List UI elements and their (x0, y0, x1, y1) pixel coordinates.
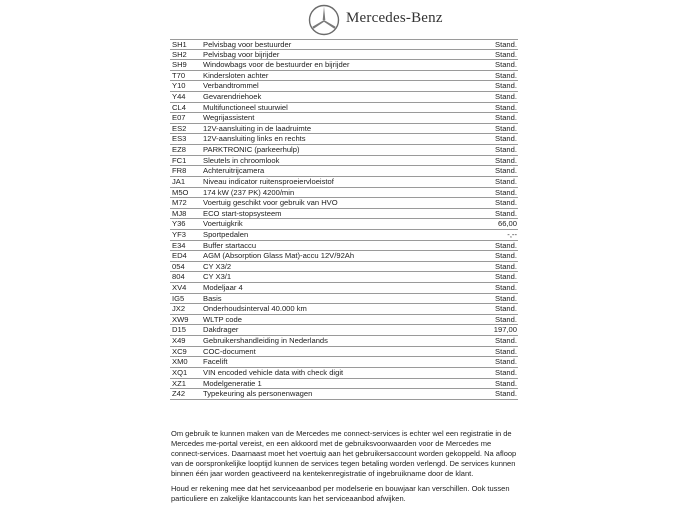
option-code: CL4 (172, 102, 186, 112)
option-code: Y10 (172, 81, 186, 91)
option-price: Stand. (495, 261, 517, 271)
options-table (170, 39, 518, 400)
table-row (170, 219, 518, 230)
table-row (170, 325, 518, 336)
option-price: Stand. (495, 49, 517, 59)
table-row (170, 209, 518, 220)
table-row (170, 60, 518, 71)
table-row (170, 272, 518, 283)
table-row (170, 315, 518, 326)
option-description: AGM (Absorption Glass Mat)-accu 12V/92Ah (203, 251, 355, 261)
option-code: XW9 (172, 314, 189, 324)
option-code: X49 (172, 336, 186, 346)
option-code: SH1 (172, 40, 187, 49)
option-description: Windowbags voor de bestuurder en bijrijder (203, 60, 350, 70)
option-price: Stand. (495, 346, 517, 356)
option-description: 174 kW (237 PK) 4200/min (203, 187, 295, 197)
table-row (170, 198, 518, 209)
option-code: E34 (172, 240, 186, 250)
option-code: YF3 (172, 229, 186, 239)
option-code: Y44 (172, 92, 186, 102)
option-price: Stand. (495, 389, 517, 399)
option-price: Stand. (495, 145, 517, 155)
option-price: Stand. (495, 166, 517, 176)
option-code: SH2 (172, 49, 187, 59)
option-price: Stand. (495, 81, 517, 91)
table-row (170, 166, 518, 177)
table-row (170, 283, 518, 294)
option-description: Modelgeneratie 1 (203, 378, 262, 388)
brand-name: Mercedes-Benz (346, 10, 443, 26)
notes-paragraph-2: Houd er rekening mee dat het serviceaanbod per modelserie en bouwjaar kan verschillen. Ook tussen particuliere en zakelijke klantaccounts kan het serviceaanbod afwijken. (171, 484, 510, 503)
table-row (170, 103, 518, 114)
option-description: Voertuig geschikt voor gebruik van HVO (203, 198, 338, 208)
option-description: Buffer startaccu (203, 240, 257, 250)
option-price: 197,00 (493, 325, 517, 335)
option-description: Gebruikershandleiding in Nederlands (203, 336, 328, 346)
option-price: Stand. (495, 293, 517, 303)
option-price: Stand. (495, 240, 517, 250)
option-description: Achteruitrijcamera (203, 166, 265, 176)
option-description: 12V-aansluiting links en rechts (203, 134, 306, 144)
option-description: Wegrijassistent (203, 113, 255, 123)
option-code: MJ8 (172, 208, 187, 218)
option-price: Stand. (495, 70, 517, 80)
option-description: Facelift (203, 357, 228, 367)
option-code: T70 (172, 70, 186, 80)
option-description: Pelvisbag voor bijrijder (203, 49, 280, 59)
notes-paragraph-1: Om gebruik te kunnen maken van de Mercedes me connect-services is echter wel een registratie in de Mercedes me-portal vereist, en een akkoord met de gebruiksvoorwaarden voor de Mercedes me connect-services. Daarnaast moet het voertuig aan het gebruikersaccount worden gekoppeld. Na afloop van de oorspronkelijke looptijd kunnen de services tegen betaling worden verlengd. De services kunnen binnen één jaar worden geactiveerd na kentekenregistratie of ingebruikname door de klant. (171, 429, 517, 478)
option-price: Stand. (495, 378, 517, 388)
option-price: Stand. (495, 102, 517, 112)
option-price: Stand. (495, 283, 517, 293)
option-price: -,-- (507, 229, 517, 239)
option-price: Stand. (495, 92, 517, 102)
table-row (170, 113, 518, 124)
option-price: Stand. (495, 60, 517, 70)
table-row (170, 124, 518, 135)
option-price: Stand. (495, 272, 517, 282)
option-price: Stand. (495, 113, 517, 123)
option-price: Stand. (495, 208, 517, 218)
option-code: M5O (172, 187, 189, 197)
option-price: Stand. (495, 40, 517, 49)
option-code: JA1 (172, 176, 186, 186)
option-code: XQ1 (172, 367, 188, 377)
table-row (170, 134, 518, 145)
option-code: Z42 (172, 389, 186, 399)
option-code: XM0 (172, 357, 188, 367)
option-code: FC1 (172, 155, 187, 165)
option-description: ECO start-stopsysteem (203, 208, 282, 218)
option-price: Stand. (495, 134, 517, 144)
option-code: ES2 (172, 123, 187, 133)
option-price: Stand. (495, 187, 517, 197)
option-code: Y36 (172, 219, 186, 229)
option-description: VIN encoded vehicle data with check digit (203, 367, 344, 377)
option-description: Dakdrager (203, 325, 239, 335)
option-code: M72 (172, 198, 187, 208)
option-description: Onderhoudsinterval 40.000 km (203, 304, 307, 314)
option-description: COC-document (203, 346, 256, 356)
option-code: ED4 (172, 251, 187, 261)
table-row (170, 50, 518, 61)
table-row (170, 251, 518, 262)
option-description: Typekeuring als personenwagen (203, 389, 313, 399)
option-price: Stand. (495, 357, 517, 367)
option-price: Stand. (495, 314, 517, 324)
table-row (170, 347, 518, 358)
table-row (170, 39, 518, 50)
option-code: 054 (172, 261, 185, 271)
table-row (170, 92, 518, 103)
option-description: Niveau indicator ruitensproeiervloeistof (203, 176, 334, 186)
option-description: WLTP code (203, 314, 242, 324)
option-description: Pelvisbag voor bestuurder (203, 40, 292, 49)
option-code: SH9 (172, 60, 187, 70)
option-code: IG5 (172, 293, 185, 303)
option-description: Gevarendriehoek (203, 92, 262, 102)
table-row (170, 188, 518, 199)
table-row (170, 177, 518, 188)
option-code: XZ1 (172, 378, 186, 388)
option-code: 804 (172, 272, 185, 282)
option-code: E07 (172, 113, 186, 123)
option-code: XC9 (172, 346, 187, 356)
option-price: Stand. (495, 336, 517, 346)
mercedes-star-logo-icon (308, 4, 340, 36)
table-row (170, 336, 518, 347)
option-code: XV4 (172, 283, 187, 293)
table-row (170, 304, 518, 315)
option-description: Kindersloten achter (203, 70, 269, 80)
option-price: Stand. (495, 367, 517, 377)
table-row (170, 379, 518, 390)
option-description: Sleutels in chroomlook (203, 155, 280, 165)
option-description: Voertuigkrik (203, 219, 243, 229)
option-price: Stand. (495, 123, 517, 133)
option-code: D15 (172, 325, 186, 335)
option-price: Stand. (495, 198, 517, 208)
option-price: Stand. (495, 251, 517, 261)
option-code: ES3 (172, 134, 187, 144)
option-code: JX2 (172, 304, 186, 314)
table-row (170, 368, 518, 379)
option-price: Stand. (495, 155, 517, 165)
option-description: Verbandtrommel (203, 81, 259, 91)
table-row (170, 262, 518, 273)
option-description: Sportpedalen (203, 229, 249, 239)
table-row (170, 241, 518, 252)
option-description: Multifunctioneel stuurwiel (203, 102, 288, 112)
table-row (170, 145, 518, 156)
table-row (170, 357, 518, 368)
table-row (170, 71, 518, 82)
option-code: FR8 (172, 166, 187, 176)
option-description: 12V-aansluiting in de laadruimte (203, 123, 312, 133)
option-description: Modeljaar 4 (203, 283, 243, 293)
option-price: Stand. (495, 304, 517, 314)
option-description: CY X3/1 (203, 272, 232, 282)
table-row (170, 230, 518, 241)
option-description: Basis (203, 293, 222, 303)
option-code: EZ8 (172, 145, 186, 155)
table-row (170, 81, 518, 92)
option-price: 66,00 (497, 219, 517, 229)
option-description: PARKTRONIC (parkeerhulp) (203, 145, 300, 155)
option-description: CY X3/2 (203, 261, 232, 271)
table-row (170, 294, 518, 305)
page-header (0, 0, 685, 38)
table-row (170, 389, 518, 400)
table-row (170, 156, 518, 167)
option-price: Stand. (495, 176, 517, 186)
